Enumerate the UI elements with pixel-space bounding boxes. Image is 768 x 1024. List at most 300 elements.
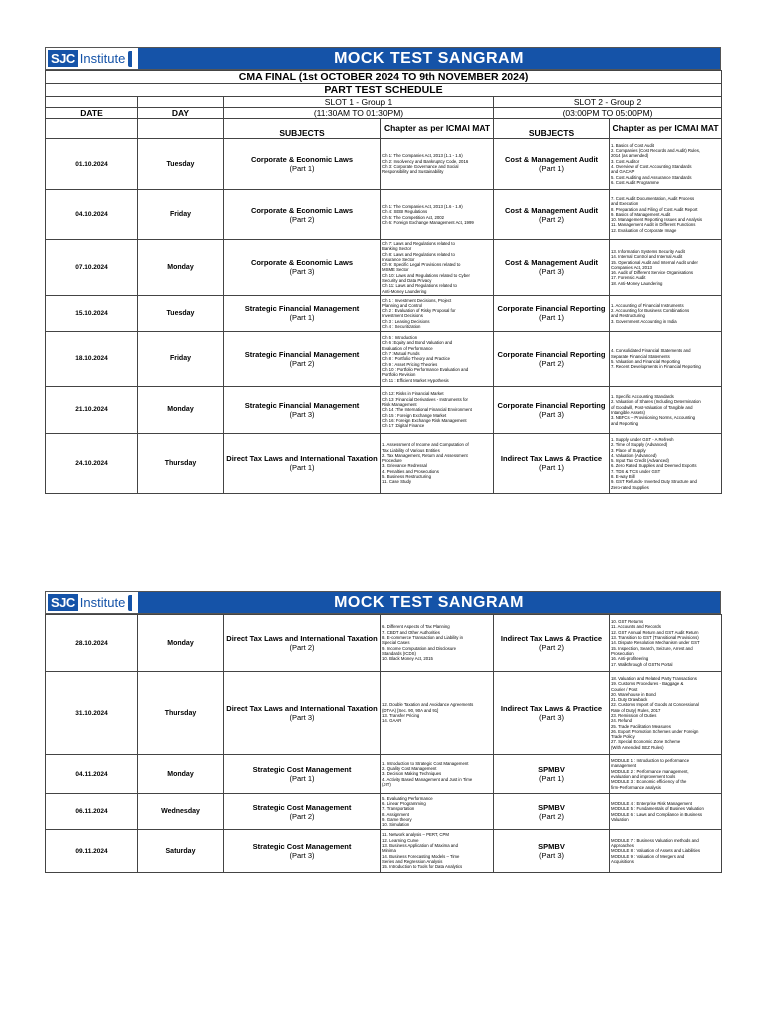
chapter-item: MODULE 4 : Enterprise Risk Management bbox=[611, 800, 692, 806]
chapter-item: MODULE 1 : Introduction to performance bbox=[611, 758, 690, 764]
chapter-item: and Execution bbox=[611, 201, 639, 207]
chapter-list bbox=[610, 615, 722, 672]
sjc-logo bbox=[46, 48, 138, 69]
chapter-item: 1. Introduction to Strategic Cost Management bbox=[382, 760, 469, 766]
exam-date: 31.10.2024 bbox=[46, 672, 138, 755]
chapter-item: 10. GST Returns bbox=[611, 619, 644, 625]
exam-date: 01.10.2024 bbox=[46, 139, 138, 190]
chapter-item: 14. Dispute Resolution Mechanism under GST bbox=[611, 640, 700, 646]
chapter-item: Ch 4: SEBI Regulations bbox=[382, 209, 428, 215]
schedule-table-2 bbox=[45, 614, 722, 873]
chapter-item: 13. Business Application of Maxima and bbox=[382, 843, 458, 849]
chapter-item: 22. Customs Import of Goods at Concessional bbox=[611, 702, 699, 708]
chapter-item: 18. Valuation and Related Party Transactions bbox=[611, 675, 697, 681]
subject-part: (Part 2) bbox=[289, 811, 315, 821]
chapter-item: Ch 3: Corporate Governance and Social bbox=[382, 164, 459, 169]
logo-sjc: SJC bbox=[48, 594, 78, 611]
subject-cell bbox=[224, 331, 381, 386]
chapter-item: Acquisitions bbox=[611, 858, 634, 864]
exam-day: Thursday bbox=[138, 433, 224, 493]
schedule-row bbox=[46, 433, 722, 493]
chapter-item: and Restructuring bbox=[611, 313, 645, 319]
chapter-item: 23. Remission of Duties bbox=[611, 713, 657, 718]
chapter-item: 8. Assignment bbox=[382, 811, 409, 817]
subject-name: Cost & Management Audit bbox=[504, 258, 599, 268]
chapter-list bbox=[381, 386, 494, 433]
chapter-item: Ch 13 :Financial Derivatives - Instruments for bbox=[382, 396, 468, 402]
chapter-item: Tax Liability of Various Entities bbox=[382, 447, 440, 453]
chapter-item: firm-Performance analysis bbox=[611, 784, 661, 790]
chapter-item: Insurance Sector bbox=[382, 256, 415, 262]
chapter-list bbox=[610, 794, 722, 830]
chapter-item: 5. Cost Auditing and Assurance Standards bbox=[611, 174, 692, 180]
chapter-list bbox=[381, 240, 494, 296]
logo-text: Institute bbox=[79, 51, 126, 66]
banner-title: MOCK TEST SANGRAM bbox=[138, 48, 720, 69]
schedule-row bbox=[46, 794, 722, 830]
exam-date: 04.10.2024 bbox=[46, 190, 138, 240]
chapter-item: Ch 6: Foreign Exchange Management Act, 1999 bbox=[382, 219, 474, 225]
chapter-item: Ch 9: Specific Legal Provisions related to bbox=[382, 262, 461, 268]
chapter-item: 8. Preparation and Filing of Cost Audit Report bbox=[611, 206, 698, 212]
chapter-item: Courier / Post bbox=[611, 686, 638, 692]
chapter-list bbox=[381, 433, 494, 493]
slot1-time: (11:30AM TO 01:30PM) bbox=[224, 108, 494, 119]
subject-cell bbox=[494, 755, 610, 794]
chapter-item: Valuation bbox=[611, 816, 629, 822]
schedule-row bbox=[46, 331, 722, 386]
subject-cell bbox=[224, 615, 381, 672]
chapter-item: 11. Accounts and Records bbox=[611, 624, 661, 630]
logo-bar-icon bbox=[128, 595, 132, 611]
exam-day: Monday bbox=[138, 386, 224, 433]
chapter-item: 10. Simulation bbox=[382, 822, 410, 828]
col-chapter-2: Chapter as per ICMAI MAT bbox=[610, 119, 722, 139]
logo-sjc: SJC bbox=[48, 50, 78, 67]
subject-name: Corporate Financial Reporting bbox=[497, 304, 606, 314]
exam-day: Friday bbox=[138, 190, 224, 240]
subject-part: (Part 1) bbox=[289, 774, 315, 783]
chapter-item: Ch 5 : Introduction bbox=[382, 335, 418, 341]
subject-name: Direct Tax Laws and International Taxation bbox=[226, 454, 378, 464]
chapter-item: and Reporting bbox=[611, 420, 638, 426]
subject-part: (Part 2) bbox=[538, 358, 564, 368]
chapter-item: 10. Black Money Act, 2015 bbox=[382, 656, 433, 662]
chapter-item: MSME Sector bbox=[382, 267, 409, 273]
chapter-item: Ch 10 : Portfolio Performance Evaluation and bbox=[382, 366, 469, 372]
chapter-item: 3. NBFCs – Provisioning Norms, Accounting bbox=[611, 415, 696, 421]
chapter-item: 5. Input Tax Credit (Advanced) bbox=[611, 458, 669, 464]
subject-name: SPMBV bbox=[538, 765, 565, 774]
banner bbox=[45, 47, 721, 70]
subject-name: Cost & Management Audit bbox=[504, 205, 599, 215]
subject-part: (Part 1) bbox=[538, 164, 564, 173]
chapter-item: 2. Tax Management, Return and Assessment bbox=[382, 452, 468, 458]
chapter-item: 9. Basics of Management Audit bbox=[611, 211, 671, 217]
chapter-item: 2. Time of Supply (Advanced) bbox=[611, 442, 668, 448]
chapter-item: 12. Double Taxation and Avoidance Agreements bbox=[382, 702, 474, 708]
chapter-list bbox=[381, 672, 494, 755]
chapter-item: 13. Information Systems Security Audit bbox=[611, 248, 685, 254]
subject-cell bbox=[494, 190, 610, 240]
chapter-item: Ch 1: The Companies Act, 2013 (1.6 - 1.9) bbox=[382, 203, 463, 209]
chapter-item: Ch 5: The Competition Act, 2002 bbox=[382, 214, 445, 220]
chapter-list bbox=[610, 672, 722, 755]
subject-name: Indirect Tax Laws & Practice bbox=[500, 704, 603, 713]
chapter-item: 9. Income Computation and Disclosure bbox=[382, 645, 457, 651]
chapter-item: Planning and Control bbox=[382, 302, 423, 308]
chapter-item: 4. Consolidated Financial Statements and bbox=[611, 348, 691, 354]
chapter-item: 24. Refund bbox=[611, 718, 633, 724]
chapter-item: management bbox=[611, 763, 637, 769]
chapter-item: 2. Valuation of Shares (Including Determination bbox=[611, 399, 701, 405]
chapter-item: 17. Walkthrough of GSTN Portal bbox=[611, 661, 673, 667]
chapter-item: 3. Government Accounting in India bbox=[611, 318, 677, 324]
exam-date: 24.10.2024 bbox=[46, 433, 138, 493]
chapter-item: Intangible Assets) bbox=[611, 409, 645, 415]
subject-part: (Part 3) bbox=[538, 267, 564, 277]
subject-cell bbox=[494, 295, 610, 331]
chapter-item: 15. Inspection, Search, Seizure, Arrest and bbox=[611, 645, 693, 651]
chapter-item: 3. Decision Making Techniques bbox=[382, 771, 442, 777]
chapter-item: (With Amended SEZ Rules) bbox=[611, 744, 664, 750]
chapter-list bbox=[610, 240, 722, 296]
banner-title: MOCK TEST SANGRAM bbox=[138, 592, 720, 613]
chapter-item: 14. Internal Control and Internal Audit bbox=[611, 254, 683, 260]
chapter-item: 1. Assessment of Income and Computation of bbox=[382, 442, 469, 448]
subject-cell bbox=[224, 240, 381, 296]
subject-cell bbox=[224, 386, 381, 433]
exam-day: Tuesday bbox=[138, 295, 224, 331]
chapter-item: 4. Valuation (Advanced) bbox=[611, 452, 657, 458]
chapter-item: MODULE 7 : Business Valuation methods and bbox=[611, 837, 699, 843]
chapter-item: 26. Export Promotion Schemes under Foreign bbox=[611, 728, 699, 734]
chapter-item: 1. Basics of Cost Audit bbox=[611, 142, 654, 148]
subject-part: (Part 1) bbox=[538, 313, 564, 323]
schedule-table-1 bbox=[45, 70, 722, 494]
schedule-title: PART TEST SCHEDULE bbox=[46, 84, 722, 97]
chapter-item: 16. Anti-profiteering bbox=[611, 656, 649, 662]
chapter-item: 25. Trade Facilitation Measures bbox=[611, 723, 671, 729]
subject-part: (Part 3) bbox=[289, 267, 315, 277]
chapter-item: Ch 1 : Investment Decisions, Project bbox=[382, 297, 452, 303]
subject-name: Corporate & Economic Laws bbox=[250, 155, 354, 164]
chapter-item: Zero-rated Supplies bbox=[611, 484, 649, 490]
chapter-item: Minima bbox=[382, 848, 396, 854]
chapter-item: 7. Cost Audit Documentation, Audit Process bbox=[611, 195, 695, 201]
chapter-item: Ch 2: Insolvency and Bankruptcy Code, 2016 bbox=[382, 158, 469, 164]
subject-name: Cost & Management Audit bbox=[504, 155, 599, 164]
chapter-item: 13. Transition to GST (Transitional Provisions) bbox=[611, 635, 699, 641]
logo-text: Institute bbox=[79, 595, 126, 610]
exam-day: Friday bbox=[138, 331, 224, 386]
chapter-item: 12. Evaluation of Corporate Image bbox=[611, 227, 677, 233]
subject-part: (Part 3) bbox=[289, 409, 315, 419]
chapter-list bbox=[381, 139, 494, 190]
chapter-item: Trade Policy bbox=[611, 734, 635, 740]
chapter-item: 3. Grievance Redressal bbox=[382, 463, 427, 469]
subject-cell bbox=[224, 755, 381, 794]
chapter-item: 3. Cost Auditor bbox=[611, 158, 640, 164]
subject-cell bbox=[494, 139, 610, 190]
subject-name: Strategic Financial Management bbox=[244, 400, 360, 410]
chapter-item: 7. Transportation bbox=[382, 806, 415, 812]
chapter-item: Standards (ICDS) bbox=[382, 650, 416, 656]
chapter-item: 20. Warehouse in Bond bbox=[611, 691, 656, 697]
chapter-item: 17. Forensic Audit bbox=[611, 275, 646, 281]
chapter-item: 12. Learning Curve bbox=[382, 837, 419, 843]
chapter-list bbox=[610, 433, 722, 493]
chapter-item: 15. Introduction to Tools for Data Analytics bbox=[382, 864, 463, 870]
subject-name: Corporate Financial Reporting bbox=[497, 400, 606, 410]
subject-name: Strategic Cost Management bbox=[252, 765, 352, 774]
chapter-item: 4. Overview of Cost Accounting Standards bbox=[611, 164, 692, 169]
exam-day: Monday bbox=[138, 755, 224, 794]
subject-name: Strategic Cost Management bbox=[252, 802, 352, 812]
subject-cell bbox=[224, 830, 381, 873]
subject-part: (Part 3) bbox=[538, 851, 564, 860]
exam-date: 07.10.2024 bbox=[46, 240, 138, 296]
chapter-item: 15. Operational Audit and Internal Audit under bbox=[611, 259, 698, 265]
subject-cell bbox=[224, 433, 381, 493]
chapter-item: 19. Customs Procedures - Baggage & bbox=[611, 681, 684, 687]
subject-cell bbox=[494, 672, 610, 755]
subject-cell bbox=[494, 433, 610, 493]
chapter-item: 18. Anti-Money Laundering bbox=[611, 280, 663, 286]
chapter-list bbox=[610, 386, 722, 433]
chapter-item: 2014 (as amended) bbox=[611, 153, 649, 159]
subject-part: (Part 2) bbox=[538, 214, 564, 224]
chapter-list bbox=[381, 755, 494, 794]
schedule-row bbox=[46, 615, 722, 672]
chapter-item: 2. Companies (Cost Records and Audit) Rules, bbox=[611, 148, 701, 154]
chapter-item: Ch 11 : Efficient Market Hypothesis bbox=[382, 377, 449, 383]
chapter-item: 7. CBDT and Other Authorities bbox=[382, 629, 440, 635]
schedule-row bbox=[46, 190, 722, 240]
chapter-item: 1. Specific Accounting Standards bbox=[611, 394, 674, 400]
chapter-item: Ch 4 : Securitization bbox=[382, 324, 421, 330]
col-date: DATE bbox=[46, 108, 138, 119]
schedule-row bbox=[46, 830, 722, 873]
chapter-item: 9. GST Refunds- Inverted Duty Structure and bbox=[611, 479, 697, 485]
exam-day: Monday bbox=[138, 615, 224, 672]
exam-day: Thursday bbox=[138, 672, 224, 755]
chapter-item: (JIT) bbox=[382, 781, 391, 787]
chapter-list bbox=[381, 331, 494, 386]
chapter-list bbox=[610, 331, 722, 386]
subject-part: (Part 1) bbox=[289, 164, 315, 173]
exam-day: Saturday bbox=[138, 830, 224, 873]
subject-part: (Part 1) bbox=[538, 463, 564, 473]
chapter-item: 4. Activity Based Management and Just in Time bbox=[382, 776, 473, 782]
chapter-item: (DTAA) [Sec. 90, 90A and 91] bbox=[382, 707, 439, 713]
chapter-item: Ch 6 :Equity and Bond Valuation and bbox=[382, 340, 453, 346]
subject-name: Corporate & Economic Laws bbox=[250, 258, 354, 268]
subject-part: (Part 2) bbox=[289, 643, 315, 652]
chapter-item: Approaches bbox=[611, 843, 634, 849]
col-chapter-1: Chapter as per ICMAI MAT bbox=[381, 119, 494, 139]
subject-name: Corporate Financial Reporting bbox=[497, 349, 606, 359]
chapter-item: 16. Audit of Different Service Organisations bbox=[611, 270, 694, 276]
subject-cell bbox=[224, 794, 381, 830]
chapter-item: Ch 3 : Leasing Decisions bbox=[382, 318, 430, 324]
subject-cell bbox=[224, 139, 381, 190]
chapter-item: 6. Linear Programming bbox=[382, 800, 426, 806]
subject-part: (Part 1) bbox=[289, 463, 315, 473]
subject-name: Strategic Cost Management bbox=[252, 842, 352, 851]
chapter-item: 2. Accounting for Business Combinations bbox=[611, 308, 690, 314]
chapter-item: MODULE 8 : Valuation of Assets and Liabilities bbox=[611, 848, 701, 854]
chapter-item: Separate Financial Statements bbox=[611, 353, 670, 359]
subject-part: (Part 3) bbox=[538, 713, 564, 722]
schedule-row bbox=[46, 139, 722, 190]
exam-title: CMA FINAL (1st OCTOBER 2024 TO 9th NOVEMBER 2024) bbox=[46, 71, 722, 84]
chapter-item: Companies Act, 2013 bbox=[611, 264, 652, 270]
subject-name: SPMBV bbox=[538, 802, 565, 812]
slot1-label: SLOT 1 - Group 1 bbox=[224, 97, 494, 108]
subject-cell bbox=[224, 190, 381, 240]
chapter-item: 11. Management Audit in Different Functions bbox=[611, 222, 696, 228]
chapter-item: 8. E-way Bill bbox=[611, 474, 635, 480]
chapter-item: Ch 8 : Portfolio Theory and Practice bbox=[382, 356, 450, 362]
exam-day: Tuesday bbox=[138, 139, 224, 190]
chapter-item: 12. GST Annual Return and GST Audit Return bbox=[611, 629, 699, 635]
chapter-item: 6. Zero Rated Supplies and Deemed Exports bbox=[611, 463, 697, 469]
exam-date: 09.11.2024 bbox=[46, 830, 138, 873]
schedule-sheet-1 bbox=[45, 47, 721, 494]
subject-part: (Part 3) bbox=[289, 713, 315, 722]
subject-cell bbox=[494, 331, 610, 386]
chapter-item: Ch 11: Laws and Regulations related to bbox=[382, 283, 457, 289]
subject-name: Strategic Financial Management bbox=[244, 349, 360, 359]
chapter-item: MODULE 9 : Valuation of Mergers and bbox=[611, 853, 685, 859]
subject-part: (Part 2) bbox=[289, 358, 315, 368]
chapter-item: Evaluation of Performance bbox=[382, 345, 433, 351]
exam-date: 15.10.2024 bbox=[46, 295, 138, 331]
chapter-item: 7. TDS & TCS under GST bbox=[611, 468, 661, 474]
chapter-item: 8. E-commerce Transaction and Liability in bbox=[382, 635, 463, 641]
slot2-time: (03:00PM TO 05:00PM) bbox=[494, 108, 722, 119]
chapter-item: 5. Evaluating Performance bbox=[382, 795, 433, 801]
col-subjects-1: SUBJECTS bbox=[224, 119, 381, 139]
chapter-item: 6. Different Aspects of Tax Planning bbox=[382, 624, 450, 630]
chapter-item: 1. Supply under GST - A Refresh bbox=[611, 436, 674, 442]
chapter-item: 4. Penalties and Prosecutions bbox=[382, 468, 439, 474]
subject-part: (Part 1) bbox=[289, 313, 315, 323]
chapter-item: 27. Special Economic Zone Scheme bbox=[611, 739, 681, 745]
subject-name: Corporate & Economic Laws bbox=[250, 205, 354, 215]
chapter-item: 6. Cost Audit Programme bbox=[611, 179, 660, 185]
chapter-item: 5. Valuation and Financial Reporting bbox=[611, 358, 680, 364]
exam-day: Monday bbox=[138, 240, 224, 296]
schedule-row bbox=[46, 295, 722, 331]
banner bbox=[45, 591, 721, 614]
subject-name: Indirect Tax Laws & Practice bbox=[500, 634, 603, 643]
exam-date: 06.11.2024 bbox=[46, 794, 138, 830]
chapter-item: Anti-Money Laundering bbox=[382, 288, 427, 294]
chapter-list bbox=[381, 295, 494, 331]
chapter-item: Ch 2 : Evaluation of Risky Proposal for bbox=[382, 308, 456, 314]
chapter-list bbox=[610, 755, 722, 794]
chapter-list bbox=[381, 615, 494, 672]
chapter-item: Ch 9 : Asset Pricing Theories bbox=[382, 361, 438, 367]
exam-date: 21.10.2024 bbox=[46, 386, 138, 433]
subject-name: Indirect Tax Laws & Practice bbox=[500, 454, 603, 464]
slot2-label: SLOT 2 - Group 2 bbox=[494, 97, 722, 108]
subject-cell bbox=[224, 672, 381, 755]
subject-cell bbox=[494, 830, 610, 873]
chapter-item: 9. Game theory bbox=[382, 816, 412, 822]
subject-cell bbox=[494, 240, 610, 296]
schedule-row bbox=[46, 755, 722, 794]
chapter-list bbox=[610, 139, 722, 190]
schedule-row bbox=[46, 386, 722, 433]
chapter-item: MODULE 5 : Fundamentals of Busines Valuation bbox=[611, 806, 704, 812]
chapter-item: 5. Business Restructuring bbox=[382, 474, 431, 480]
subject-part: (Part 2) bbox=[289, 214, 315, 224]
subject-part: (Part 3) bbox=[538, 409, 564, 419]
chapter-item: Banking Sector bbox=[382, 246, 412, 252]
chapter-item: Ch 1: The Companies Act, 2013 (1.1 - 1.5) bbox=[382, 153, 463, 159]
chapter-list bbox=[610, 830, 722, 873]
chapter-item: 21. Duty Drawback bbox=[611, 697, 648, 703]
chapter-item: 10. Management Reporting Issues and Analysis bbox=[611, 217, 703, 223]
col-subjects-2: SUBJECTS bbox=[494, 119, 610, 139]
chapter-item: MODULE 6 : Laws and Compliance in Business bbox=[611, 811, 702, 817]
subject-cell bbox=[494, 386, 610, 433]
chapter-item: Ch 12: Risks in Financial Market bbox=[382, 391, 444, 397]
subject-cell bbox=[494, 794, 610, 830]
subject-part: (Part 1) bbox=[538, 774, 564, 783]
chapter-item: 3. Place of Supply bbox=[611, 447, 646, 453]
schedule-sheet-2 bbox=[45, 591, 721, 873]
chapter-list bbox=[381, 190, 494, 240]
chapter-item: Procedure bbox=[382, 458, 402, 464]
chapter-item: Ch 17 :Digital Finance bbox=[382, 423, 425, 429]
subject-name: Direct Tax Laws and International Taxation bbox=[226, 634, 378, 643]
sjc-logo bbox=[46, 592, 138, 613]
chapter-item: Ch 7: Laws and Regulations related to bbox=[382, 241, 455, 246]
chapter-item: evaluation and improvement tools bbox=[611, 774, 676, 779]
chapter-list bbox=[381, 830, 494, 873]
chapter-item: 13. Transfer Pricing bbox=[382, 713, 420, 718]
logo-bar-icon bbox=[128, 51, 132, 67]
chapter-item: MODULE 2 : Performance management, bbox=[611, 768, 689, 774]
chapter-item: Security and Data Privacy bbox=[382, 278, 432, 284]
exam-day: Wednesday bbox=[138, 794, 224, 830]
subject-part: (Part 2) bbox=[538, 811, 564, 821]
chapter-item: 14. GAAR bbox=[382, 718, 402, 724]
subject-name: SPMBV bbox=[538, 842, 565, 851]
chapter-item: 2. Quality Cost Management bbox=[382, 766, 437, 772]
subject-part: (Part 2) bbox=[538, 643, 564, 652]
subject-part: (Part 3) bbox=[289, 851, 315, 860]
subject-name: Direct Tax Laws and International Taxation bbox=[226, 704, 378, 713]
chapter-item: 11. Network analysis – PERT, CPM bbox=[382, 832, 449, 838]
subject-name: Strategic Financial Management bbox=[244, 304, 360, 314]
chapter-item: 11. Case Study bbox=[382, 479, 412, 485]
chapter-item: Prosecution bbox=[611, 650, 634, 656]
chapter-item: Responsibility and Sustainability bbox=[382, 169, 444, 175]
chapter-item: Ch 7 :Mutual Funds bbox=[382, 351, 420, 357]
chapter-item: 1. Accounting of Financial Instruments bbox=[611, 302, 684, 308]
chapter-list bbox=[610, 190, 722, 240]
schedule-row bbox=[46, 672, 722, 755]
chapter-item: Ch 14 :The International Financial Environment bbox=[382, 407, 472, 413]
chapter-item: 14. Business Forecasting Models – Time bbox=[382, 853, 460, 859]
chapter-item: Portfolio Revision bbox=[382, 372, 416, 378]
subject-cell bbox=[494, 615, 610, 672]
